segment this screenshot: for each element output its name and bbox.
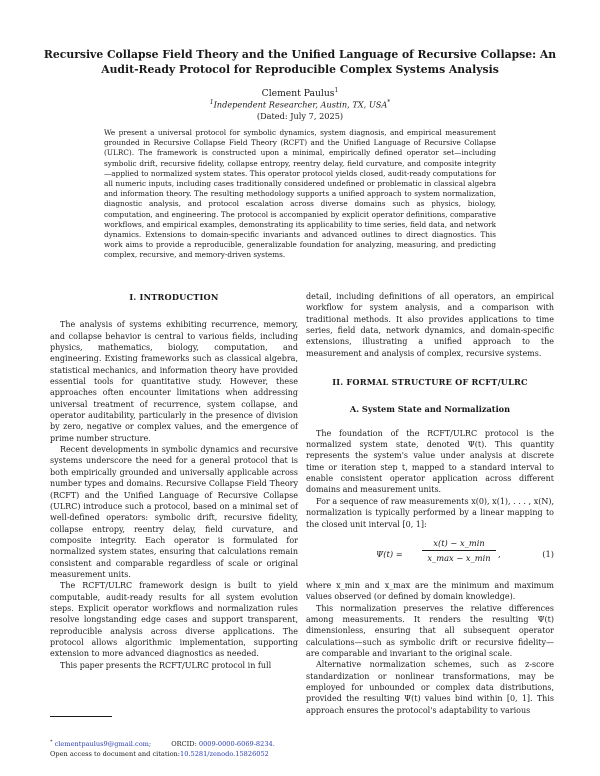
title-line-2: Audit-Ready Protocol for Reproducible Complex Systems Analysis (101, 62, 499, 76)
paper-title (40, 48, 560, 77)
orcid-link[interactable]: 0009-0000-6069-8234. (198, 740, 275, 749)
footnote-line-2 (50, 750, 300, 760)
normalization-paragraph-4: This normalization preserves the relative differences among measurements. It renders the resulting Ψ(t) dimensionless, ensuring that all subsequent operator calculations—such as symbolic drift or recursive fidelity—are comparable and invariant to the original scale. (306, 603, 554, 658)
section-heading-introduction: I. INTRODUCTION (129, 292, 219, 302)
dated-line: (Dated: July 7, 2025) (256, 111, 344, 121)
right-column (306, 291, 554, 716)
equation-lhs: Ψ(t) = (376, 548, 403, 559)
abstract: We present a universal protocol for symbolic dynamics, system diagnosis, and empirical measurement grounded in Recursive Collapse Field Theory (RCFT) and the Unified Language of Recursive Collapse (ULRC). The framework is constructed upon a minimal, empirically defined operator set—including symbolic drift, recursive fidelity, collapse entropy, reentry delay, field curvature, and composite integrity—applied to normalized system states. This operator protocol yields closed, audit-ready computations for all numeric inputs, including cases traditionally considered undefined or problematic in classical algebra and information theory. The resulting methodology supports a unified approach to system normalization, diagnostic analysis, and protocol escalation across diverse domains such as physics, biology, computation, and engineering. The protocol is accompanied by explicit operator definitions, comparative workflows, and empirical examples, demonstrating its applicability to time series, field data, and network dynamics. Extensions to domain-specific invariants and advanced outlines to direct diagnostics. This work aims to provide a reproducible, generalizable foundation for analyzing, measuring, and predicting complex, recursive, and memory-driven systems. (104, 128, 496, 260)
intro-paragraph-2: Recent developments in symbolic dynamics and recursive systems underscore the need for a general protocol that is both empirically grounded and universally applicable across number types and domains. Recursive Collapse Field Theory (RCFT) and the Unified Language of Recursive Collapse (ULRC) introduce such a protocol, based on a minimal set of well-defined operators: symbolic drift, recursive fidelity, collapse entropy, reentry delay, field curvature, and composite integrity. Each operator is formulated for normalized system states, ensuring that calculations remain consistent and comparable regardless of scale or original measurement units. (50, 445, 298, 579)
footnote (50, 738, 300, 759)
affiliation-text: Independent Researcher, Austin, TX, USA (213, 99, 388, 110)
intro-paragraph-3: The RCFT/ULRC framework design is built to yield computable, audit-ready results for all system evolution steps. Explicit operator workflows and normalization rules resolve longstanding edge cases and support transparent, reproducible analysis across diverse applications. The protocol allows algorithmic implementation, supporting extension to more advanced diagnostics as needed. (50, 581, 298, 659)
access-text: Open access to document and citation: (50, 749, 181, 758)
equation-number: (1) (542, 548, 554, 559)
title-line-1: Recursive Collapse Field Theory and the Unified Language of Recursive Collapse: An (43, 48, 557, 61)
affiliation-superscript: 1 (209, 99, 214, 106)
footnote-rule (50, 716, 112, 717)
equation-denominator: x_max − x_min (427, 552, 491, 563)
intro-paragraph-1: The analysis of systems exhibiting recurrence, memory, and collapse behavior is central to various fields, including physics, mathematics, biology, computation, and engineering. Existing frameworks such as classical algebra, statistical mechanics, and information theory have provided essential tools for quantitative study. However, these approaches often encounter limitations when addressing universal treatment of recurrence, system collapse, and operator auditability, particularly in the presence of division by zero, negative or complex values, and the emergence of prime number structure. (50, 320, 298, 443)
intro-continuation: detail, including definitions of all operators, an empirical workflow for system analysis, and a comparison with traditional methods. It also provides applications to time series, field data, network dynamics, and domain-specific extensions, illustrating a unified approach to the measurement and analysis of complex, recursive systems. (306, 292, 554, 358)
normalization-paragraph-5: Alternative normalization schemes, such as z-score standardization or nonlinear transformations, may be employed for unbounded or complex data distributions, provided the resulting Ψ(t) values bind within [0, 1]. This approach ensures the protocol's adaptability to various (306, 660, 554, 715)
doi-link[interactable]: 10.5281/zenodo.15826052 (180, 749, 269, 758)
affiliation-mark: * (387, 99, 391, 106)
normalization-paragraph-3: where x_min and x_max are the minimum and maximum values observed (or defined by domain knowledge). (306, 580, 554, 602)
footnote-line-1 (50, 738, 300, 750)
author-name (0, 87, 600, 99)
author-text: Clement Paulus (261, 88, 335, 100)
subsection-heading-normalization: A. System State and Normalization (349, 404, 511, 415)
fraction-bar (422, 550, 496, 551)
equation-numerator: x(t) − x_min (433, 537, 485, 548)
footnote-mark: * (50, 739, 53, 745)
normalization-paragraph-1: The foundation of the RCFT/ULRC protocol is the normalized system state, denoted Ψ(t). This quantity represents the system's value under analysis at discrete time or iteration step t, mapped to a standard interval to enable consistent operator application across different domains and measurement units. (306, 428, 554, 495)
email-link[interactable]: clementpaulus9@gmail.com; (54, 740, 152, 749)
left-column (50, 288, 298, 671)
affiliation (0, 99, 600, 110)
orcid-label: ORCID: (171, 740, 197, 749)
author-superscript: 1 (334, 87, 339, 94)
intro-paragraph-4: This paper presents the RCFT/ULRC protocol in full (60, 660, 272, 670)
equation-comma: , (498, 548, 501, 559)
section-heading-formal-structure: II. FORMAL STRUCTURE OF RCFT/ULRC (332, 377, 528, 388)
normalization-paragraph-2: For a sequence of raw measurements x(0), x(1), . . . , x(N), normalization is typically performed by a linear mapping to the closed unit interval [0, 1]: (306, 496, 554, 529)
equation-1 (306, 536, 554, 574)
